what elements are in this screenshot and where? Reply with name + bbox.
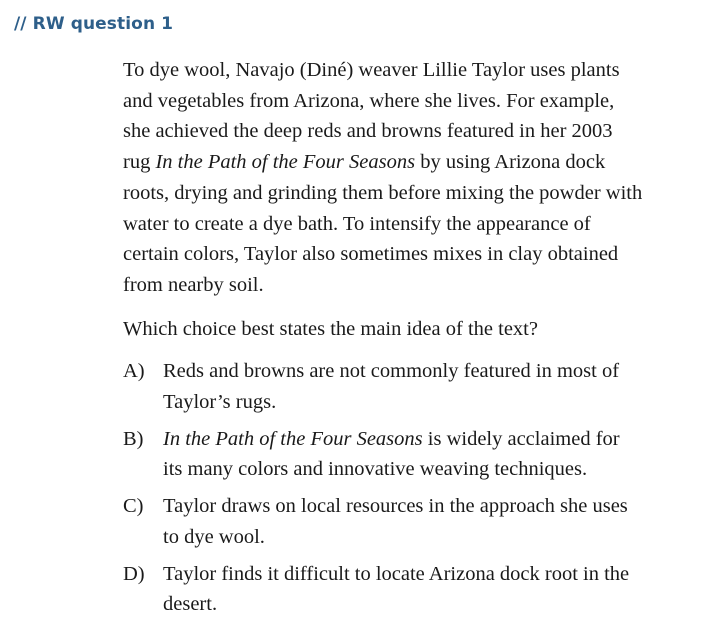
choice-a[interactable]	[123, 356, 643, 417]
passage-text	[123, 55, 643, 301]
question-prompt: Which choice best states the main idea of the text?	[123, 317, 538, 340]
choice-c-text: Taylor draws on local resources in the approach she uses to dye wool.	[163, 495, 628, 548]
rug-title: In the Path of the Four Seasons	[155, 151, 416, 174]
choice-a-text: Reds and browns are not commonly featured in most of Taylor’s rugs.	[163, 360, 620, 414]
choice-b-rug-title: In the Path of the Four Seasons	[163, 427, 423, 450]
choice-b[interactable]	[123, 424, 643, 485]
answer-choices	[123, 356, 643, 620]
passage	[123, 55, 643, 301]
choice-d-text: Taylor finds it difficult to locate Arizona dock root in the desert.	[163, 562, 630, 616]
choice-d-letter: D)	[123, 562, 145, 585]
choice-c-letter: C)	[123, 495, 144, 518]
choice-b-text: is widely acclaimed for its many colors and innovative weaving techniques.	[163, 427, 620, 481]
choice-c[interactable]	[123, 491, 643, 552]
passage-part-2: by using Arizona dock roots, drying and grinding them before mixing the powder with water to create a dye bath. To intensify the appearance of certain colors, Taylor also sometimes mixes in clay obtained from nearby soil.	[123, 151, 643, 296]
choice-a-letter: A)	[123, 360, 145, 383]
choice-d[interactable]	[123, 559, 643, 620]
question-content	[123, 55, 643, 626]
choice-b-letter: B)	[123, 427, 144, 450]
choice-b-body	[163, 424, 643, 485]
passage-part-1: To dye wool, Navajo (Diné) weaver Lillie Taylor uses plants and vegetables from Arizona, where she lives. For example, she achieved the deep reds and browns featured in her 2003 rug	[123, 59, 620, 174]
question-header: // RW question 1	[14, 14, 174, 34]
